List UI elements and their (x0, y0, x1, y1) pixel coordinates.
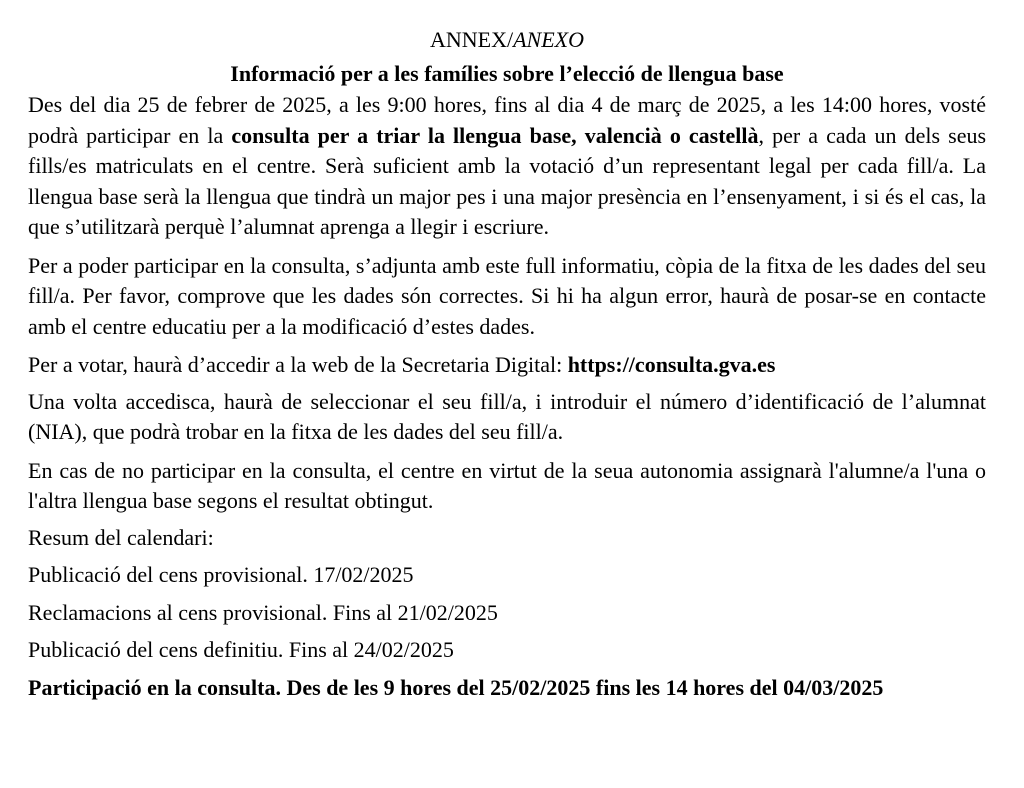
annex-title-italic: ANEXO (513, 27, 584, 52)
paragraph-no-participation: En cas de no participar en la consulta, el centre en virtut de la seua autonomia assignarà l'alumne/a l'una o l'altra llengua base segons el resultat obtingut. (28, 457, 986, 513)
paragraph-nia: Una volta accedisca, haurà de seleccionar el seu fill/a, i introduir el número d’identificació de l’alumnat (NIA), que podrà trobar en la fitxa de les dades del seu fill/a. (28, 388, 986, 444)
annex-heading (28, 24, 986, 56)
annex-title-upright: ANNEX/ (430, 27, 514, 52)
calendar-heading: Resum del calendari: (28, 524, 214, 550)
consulta-link[interactable]: https://consulta.gva.es (567, 352, 776, 377)
intro-text-start: Des del dia 25 de febrer de 2025, a les 9:00 hores, fins al dia 4 de març de 2025, a les 14:00 hores, vosté podrà participar en la (28, 92, 986, 148)
document-title: Informació per a les famílies sobre l’elecció de llengua base (230, 61, 784, 86)
document-page (28, 24, 986, 703)
calendar-item: Publicació del cens provisional. 17/02/2025 (28, 562, 414, 587)
calendar-item: Reclamacions al cens provisional. Fins al 21/02/2025 (28, 599, 498, 625)
calendar-final-item: Participació en la consulta. Des de les 9 hores del 25/02/2025 fins les 14 hores del 04/03/2025 (28, 674, 884, 700)
intro-text-end: , per a cada un dels seus fills/es matriculats en el centre. Serà suficient amb la votació d’un representant legal per cada fill/a. La llengua base serà la llengua que tindrà un major pes i una major presència en l’ensenyament, i si és el cas, la que s’utilitzarà perquè l’alumnat aprenga a llegir i escriure. (28, 122, 987, 239)
vote-text: Per a votar, haurà d’accedir a la web de la Secretaria Digital: (28, 352, 568, 377)
paragraph-participation: Per a poder participar en la consulta, s’adjunta amb este full informatiu, còpia de la fitxa de les dades del seu fill/a. Per favor, comprove que les dades són correctes. Si hi ha algun error, haurà de posar-se en contacte amb el centre educatiu per a la modificació d’estes dades. (28, 252, 986, 339)
calendar-item: Publicació del cens definitiu. Fins al 24/02/2025 (28, 637, 454, 662)
paragraph-vote (28, 350, 986, 381)
intro-text-bold: consulta per a triar la llengua base, valencià o castellà (231, 122, 759, 148)
paragraph-intro (28, 90, 986, 243)
